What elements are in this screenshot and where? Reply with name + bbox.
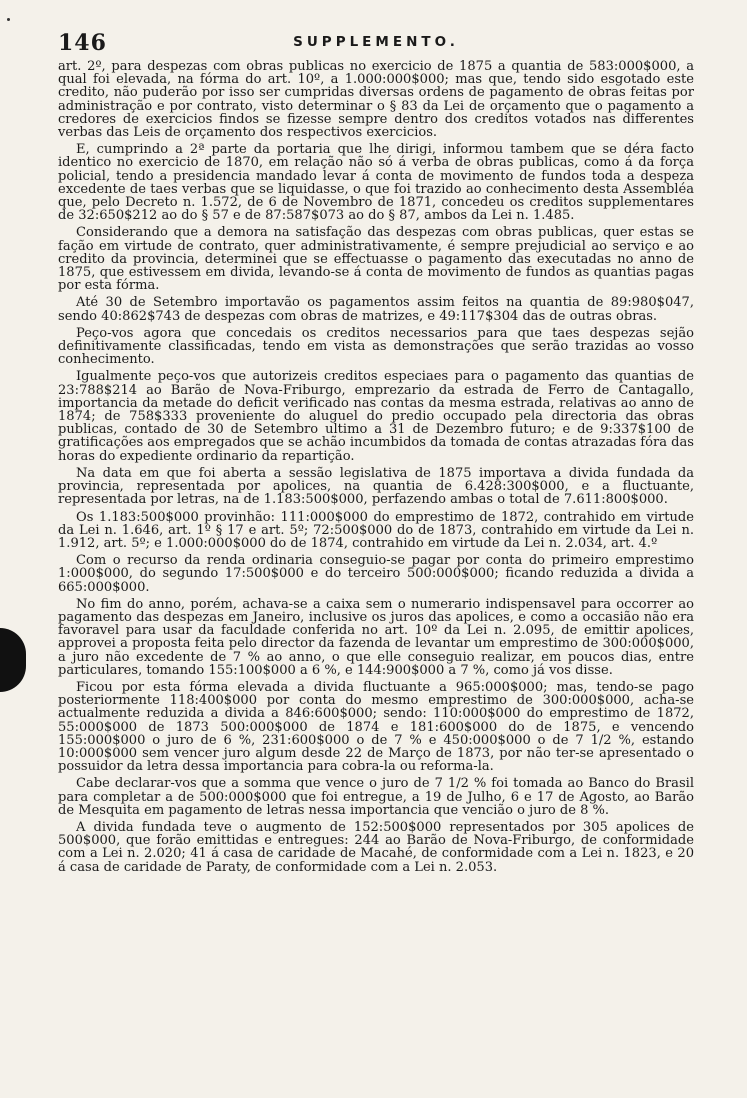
paragraph: Igualmente peço-vos que autorizeis creditos especiaes para o pagamento das quantias de 23:788$214 ao Barão de Nova-Friburgo, emprezario da estrada de Ferro de Cantagallo, importancia da metade do deficit verificado nas contas da mesma estrada, relativas ao anno de 1874; de 758$333 proveniente do aluguel do predio occupado pela directoria das obras publicas, contado de 30 de Setembro ultimo a 31 de Dezembro futuro; e de 9:337$100 de gratificações aos empregados que se achão incumbidos da tomada de contas atrazadas fóra das horas do expediente ordinario da repartição. bbox=[58, 369, 694, 464]
ink-stain bbox=[0, 628, 26, 692]
paragraph: Até 30 de Setembro importavão os pagamentos assim feitos na quantia de 89:980$047, sendo 40:862$743 de despezas com obras de matrizes, e 49:117$304 das de outras obras. bbox=[58, 295, 694, 324]
paragraph: Considerando que a demora na satisfação das despezas com obras publicas, quer estas se fação em virtude de contrato, quer administrativamente, é sempre prejudicial ao serviço e ao credito da provincia, determinei que se effectuasse o pagamento das executadas no anno de 1875, que estivessem em divida, levando-se á conta de movimento de fundos as quantias pagas por esta fórma. bbox=[58, 225, 694, 294]
page-number: 146 bbox=[58, 30, 107, 56]
paragraph: A divida fundada teve o augmento de 152:500$000 representados por 305 apolices de 500$000, que forão emittidas e entregues: 244 ao Barão de Nova-Friburgo, de conformidade com a Lei n. 2.020; 41 á casa de caridade de Macahé, de conformidade com a Lei n. 1823, e 20 á casa de caridade de Paraty, de conformidade com a Lei n. 2.053. bbox=[58, 819, 694, 875]
ink-speck bbox=[7, 18, 10, 21]
paragraph: No fim do anno, porém, achava-se a caixa sem o numerario indispensavel para occorrer ao pagamento das despezas em Janeiro, inclusive os juros das apolices, e como a occasião não era favoravel para usar da faculdade conferida no art. 10º da Lei n. 2.095, de emittir apolices, approvei a proposta feita pelo director da fazenda de levantar um emprestimo de 300:000$000, a juro não excedente de 7 % ao anno, o que elle conseguio realizar, em poucos dias, entre particulares, tomando 155:100$000 a 6 %, e 144:900$000 a 7 %, como já vos disse. bbox=[58, 596, 694, 678]
paragraph: Na data em que foi aberta a sessão legislativa de 1875 importava a divida fundada da provincia, representada por apolices, na quantia de 6.428:300$000, e a fluctuante, representada por letras, na de 1.183:500$000, perfazendo ambas o total de 7.611:800$000. bbox=[58, 465, 694, 508]
body-text bbox=[58, 60, 694, 874]
paragraph: art. 2º, para despezas com obras publicas no exercicio de 1875 a quantia de 583:000$000, a qual foi elevada, na fórma do art. 10º, a 1.000:000$000; mas que, tendo sido esgotado este credito, não puderão por isso ser cumpridas diversas ordens de pagamento de obras feitas por administração e por contrato, visto determinar o § 83 da Lei de orçamento que o pagamento a credores de exercicios findos se fizesse sempre dentro dos creditos votados nas differentes verbas das Leis de orçamento dos respectivos exercicios. bbox=[58, 59, 694, 141]
running-title: SUPPLEMENTO. bbox=[293, 34, 459, 50]
paragraph: Ficou por esta fórma elevada a divida fluctuante a 965:000$000; mas, tendo-se pago posteriormente 118:400$000 por conta do mesmo emprestimo de 300:000$000, acha-se actualmente reduzida a divida a 846:600$000; sendo: 110:000$000 do emprestimo de 1872, 55:000$000 de 1873 500:000$000 de 1874 e 181:600$000 do de 1875, e vencendo 155:000$000 o juro de 6 %, 231:600$000 o de 7 % e 450:000$000 o de 7 1/2 %, estando 10:000$000 sem vencer juro algum desde 22 de Março de 1873, por não ter-se apresentado o possuidor da letra dessa importancia para cobra-la ou reforma-la. bbox=[58, 679, 694, 775]
paragraph: Peço-vos agora que concedais os creditos necessarios para que taes despezas sejão definitivamente classificadas, tendo em vista as demonstrações que serão trazidas ao vosso conhecimento. bbox=[58, 325, 694, 368]
paragraph: E, cumprindo a 2ª parte da portaria que lhe dirigi, informou tambem que se déra facto identico no exercicio de 1870, em relação não só á verba de obras publicas, como á da força policial, tendo a presidencia mandado levar á conta de movimento de fundos toda a despeza excedente de taes verbas que se liquidasse, o que foi trazido ao conhecimento desta Assembléa que, pelo Decreto n. 1.572, de 6 de Novembro de 1871, concedeu os creditos supplementares de 32:650$212 ao do § 57 e de 87:587$073 ao do § 87, ambos da Lei n. 1.485. bbox=[58, 142, 694, 224]
paragraph: Cabe declarar-vos que a somma que vence o juro de 7 1/2 % foi tomada ao Banco do Brasil para completar a de 500:000$000 que foi entregue, a 19 de Julho, 6 e 17 de Agosto, ao Barão de Mesquita em pagamento de letras nessa importancia que vencião o juro de 8 %. bbox=[58, 776, 694, 818]
document-page bbox=[58, 30, 694, 878]
page-header bbox=[58, 30, 694, 56]
paragraph: Os 1.183:500$000 provinhão: 111:000$000 do emprestimo de 1872, contrahido em virtude da Lei n. 1.646, art. 1º § 17 e art. 5º; 72:500$000 do de 1873, contrahido em virtude da Lei n. 1.912, art. 5º; e 1.000:000$000 do de 1874, contrahido em virtude da Lei n. 2.034, art. 4.º bbox=[58, 509, 694, 551]
paragraph: Com o recurso da renda ordinaria conseguio-se pagar por conta do primeiro emprestimo 1:000$000, do segundo 17:500$000 e do terceiro 500:000$000; ficando reduzida a divida a 665:000$000. bbox=[58, 553, 694, 595]
